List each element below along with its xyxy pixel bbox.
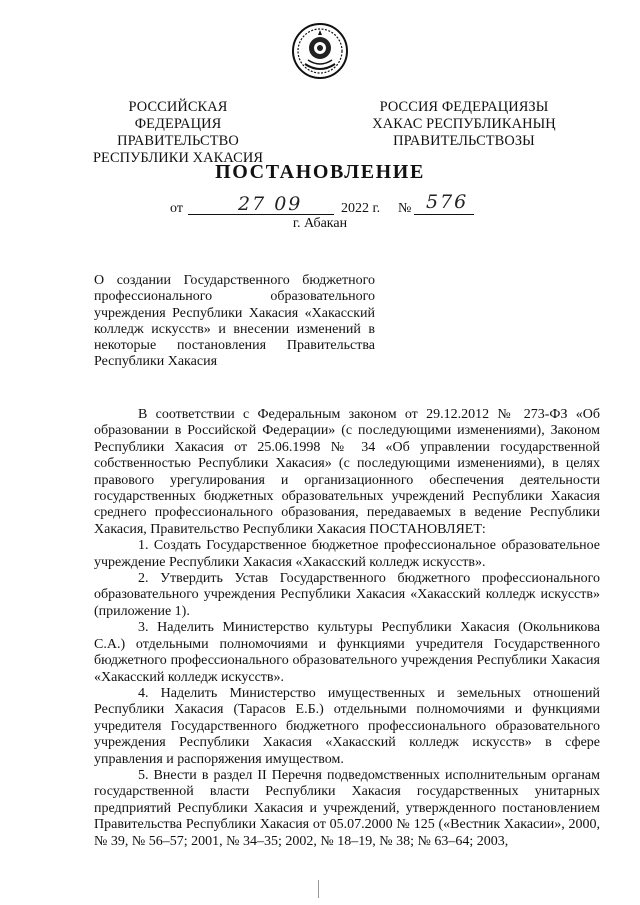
header-left-line: ПРАВИТЕЛЬСТВО [117, 133, 239, 149]
body-paragraph-item-3: 3. Наделить Министерство культуры Республики Хакасия (Окольникова С.А.) отдельными полномочиями и функциями учредителя Государственного бюджетного профессионального образовательного учреждения Республики Хакасия «Хакасский колледж искусств». [94, 620, 600, 685]
document-body [94, 407, 600, 850]
body-paragraph-preamble: В соответствии с Федеральным законом от 29.12.2012 № 273-ФЗ «Об образовании в Российской Федерации» (с последующими изменениями), Законом Республики Хакасия от 25.06.1998 № 34 «Об управлении государственной собственностью Республики Хакасия» (с последующими изменениями), в целях правового урегулирования и организационного обеспечения деятельности государственных бюджетных образовательных учреждений Республики Хакасия среднего профессионального образования, передаваемых в ведение Республики Хакасия, Правительство Республики Хакасия ПОСТАНОВЛЯЕТ: [94, 407, 600, 537]
number-underline [414, 214, 474, 215]
number-label: № [398, 201, 412, 216]
date-year: 2022 г. [341, 201, 381, 216]
document-subject: О создании Государственного бюджетного профессионального образовательного учреждения Республики Хакасия «Хакасский колледж искусств» и внесении изменений в некоторые постановления Правительства Республики Хакасия [94, 273, 375, 370]
body-paragraph-item-4: 4. Наделить Министерство имущественных и земельных отношений Республики Хакасия (Тарасов Е.Б.) отдельными полномочиями и функциями учредителя Государственного бюджетного профессионального образовательного учреждения Республики Хакасия «Хакасский колледж искусств» в сфере управления и распоряжения имуществом. [94, 685, 600, 767]
header-right-line: ПРАВИТЕЛЬСТВОЗЫ [393, 133, 535, 149]
body-paragraph-item-5: 5. Внести в раздел II Перечня подведомственных исполнительным органам государственной власти Республики Хакасия государственных унитарных предприятий Республики Хакасия и учреждений, утвержденного постановлением Правительства Республики Хакасия от 05.07.2000 № 125 («Вестник Хакасии», 2000, № 39, № 56–57; 2001, № 34–35; 2002, № 18–19, № 38; № 63–64; 2003, [94, 767, 600, 849]
header-left-line: РОССИЙСКАЯ ФЕДЕРАЦИЯ [128, 99, 228, 132]
header-left-block [84, 99, 272, 167]
body-paragraph-item-1: 1. Создать Государственное бюджетное профессиональное образовательное учреждение Республики Хакасия «Хакасский колледж искусств». [94, 538, 600, 570]
body-paragraph-item-2: 2. Утвердить Устав Государственного бюджетного профессионального образовательного учреждения Республики Хакасия «Хакасский колледж искусств» (приложение 1). [94, 571, 600, 619]
coat-of-arms-emblem [291, 22, 349, 80]
document-type-title: ПОСТАНОВЛЕНИЕ [215, 161, 425, 183]
header-right-block [364, 99, 564, 150]
handwritten-number: 576 [426, 191, 469, 213]
header-right-line: ХАКАС РЕСПУБЛИКАНЫҢ [372, 116, 556, 132]
page-edge-mark [318, 880, 319, 898]
city-line: г. Абакан [292, 216, 348, 231]
date-prefix: от [170, 201, 183, 216]
handwritten-date: 27 09 [238, 193, 303, 215]
header-left-line: РЕСПУБЛИКИ ХАКАСИЯ [92, 150, 264, 166]
header-right-line: РОССИЯ ФЕДЕРАЦИЯЗЫ [379, 99, 549, 115]
